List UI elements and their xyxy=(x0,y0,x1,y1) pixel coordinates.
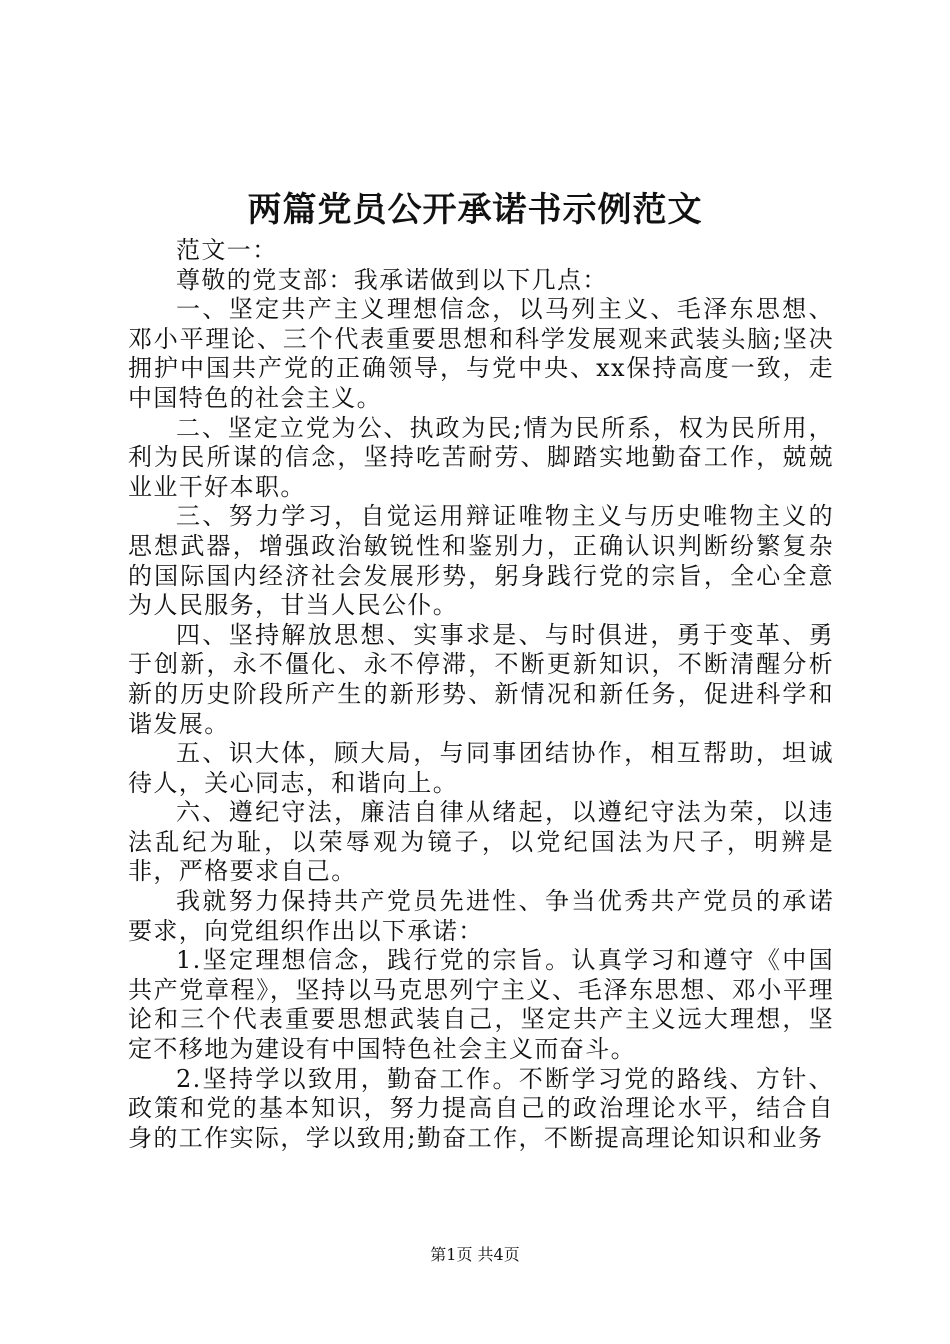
paragraph: 二、坚定立党为公、执政为民;情为民所系，权为民所用，利为民所谋的信念，坚持吃苦耐劳、脚踏实地勤奋工作，兢兢业业干好本职。 xyxy=(128,413,834,501)
paragraph: 四、坚持解放思想、实事求是、与时俱进，勇于变革、勇于创新，永不僵化、永不停滞，不断更新知识，不断清醒分析新的历史阶段所产生的新形势、新情况和新任务，促进科学和谐发展。 xyxy=(128,620,834,738)
paragraph: 一、坚定共产主义理想信念，以马列主义、毛泽东思想、邓小平理论、三个代表重要思想和科学发展观来武装头脑;坚决拥护中国共产党的正确领导，与党中央、xx保持高度一致，走中国特色的社会主义。 xyxy=(128,295,834,412)
paragraph: 2.坚持学以致用，勤奋工作。不断学习党的路线、方针、政策和党的基本知识，努力提高自己的政治理论水平，结合自身的工作实际，学以致用;勤奋工作，不断提高理论知识和业务 xyxy=(128,1064,834,1152)
paragraph: 范文一： xyxy=(176,236,278,264)
paragraph: 五、识大体，顾大局，与同事团结协作，相互帮助，坦诚待人，关心同志，和谐向上。 xyxy=(128,739,834,797)
paragraph: 六、遵纪守法，廉洁自律从绪起，以遵纪守法为荣，以违法乱纪为耻，以荣辱观为镜子，以党纪国法为尺子，明辨是非，严格要求自己。 xyxy=(128,798,834,886)
paragraph: 尊敬的党支部：我承诺做到以下几点： xyxy=(176,265,608,294)
document-title: 两篇党员公开承诺书示例范文 xyxy=(247,190,703,230)
paragraph: 1.坚定理想信念，践行党的宗旨。认真学习和遵守《中国共产党章程》，坚持以马克思列宁主义、毛泽东思想、邓小平理论和三个代表重要思想武装自己，坚定共产主义远大理想，坚定不移地为建设有中国特色社会主义而奋斗。 xyxy=(128,946,834,1064)
page-footer: 第1页 共4页 xyxy=(430,1245,520,1264)
paragraph: 三、努力学习，自觉运用辩证唯物主义与历史唯物主义的思想武器，增强政治敏锐性和鉴别力，正确认识判断纷繁复杂的国际国内经济社会发展形势，躬身践行党的宗旨，全心全意为人民服务，甘当人民公仆。 xyxy=(128,502,834,620)
document-body xyxy=(128,236,834,1153)
paragraph: 我就努力保持共产党员先进性、争当优秀共产党员的承诺要求，向党组织作出以下承诺： xyxy=(128,887,834,945)
